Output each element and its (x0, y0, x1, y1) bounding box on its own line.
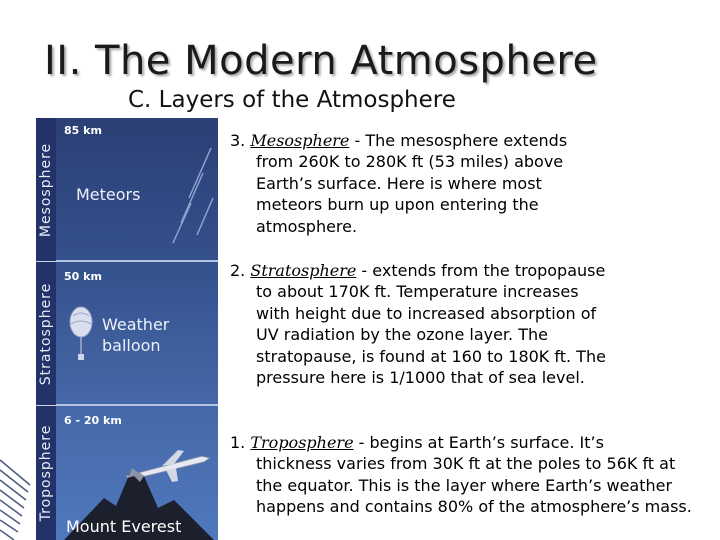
troposphere-number: 1. (230, 433, 246, 452)
stratosphere-band-label (36, 262, 56, 406)
troposphere-description (230, 432, 700, 518)
layer-name-strip (36, 118, 56, 540)
troposphere-body-text: thickness varies from 30K ft at the poles to 56K ft at the equator. This is the layer where Earth’s weather happens and contains 80% of the atmosphere’s mass. (256, 454, 692, 517)
mesosphere-vertical-label: Mesosphere (38, 142, 54, 237)
stratosphere-description (230, 260, 650, 388)
stratosphere-lead-text: - extends from the tropopause (356, 261, 606, 280)
weather-balloon-label-line1: Weather (102, 315, 170, 334)
mesosphere-body-text: from 260K to 280K ft (53 miles) above Earth’s surface. Here is where most meteors burn up upon entering the atmosphere. (256, 152, 564, 236)
troposphere-band (56, 406, 218, 540)
stratosphere-number: 2. (230, 261, 246, 280)
troposphere-term: Troposphere (250, 433, 354, 452)
mesosphere-band-label (36, 118, 56, 262)
meteors-label: Meteors (76, 185, 141, 204)
mesosphere-description (230, 130, 630, 237)
meteor-streaks-icon (151, 143, 216, 258)
stratosphere-body-text: to about 170K ft. Temperature increases with height due to increased absorption of UV radiation by the ozone layer. The stratopause, is found at 160 to 180K ft. The pressure here is 1/1000 that of sea level. (256, 282, 606, 388)
stratosphere-altitude: 50 km (64, 270, 102, 283)
slide-subtitle: C. Layers of the Atmosphere (128, 87, 456, 113)
stratosphere-vertical-label: Stratosphere (38, 282, 54, 385)
troposphere-vertical-label: Troposphere (38, 424, 54, 522)
mesosphere-altitude: 85 km (64, 124, 102, 137)
atmosphere-layers-diagram (36, 118, 218, 540)
slide-title: II. The Modern Atmosphere (44, 38, 598, 84)
weather-balloon-icon (68, 306, 94, 362)
mount-everest-label: Mount Everest (66, 517, 182, 536)
troposphere-band-label (36, 406, 56, 540)
weather-balloon-label-line2: balloon (102, 336, 161, 355)
stratosphere-band (56, 262, 218, 406)
mesosphere-lead-text: - The mesosphere extends (349, 131, 568, 150)
mesosphere-term: Mesosphere (250, 131, 350, 150)
troposphere-lead-text: - begins at Earth’s surface. It’s (353, 433, 604, 452)
troposphere-altitude: 6 - 20 km (64, 414, 122, 427)
mesosphere-number: 3. (230, 131, 246, 150)
stratosphere-term: Stratosphere (250, 261, 357, 280)
weather-balloon-label (102, 314, 169, 356)
mesosphere-band (56, 118, 218, 262)
